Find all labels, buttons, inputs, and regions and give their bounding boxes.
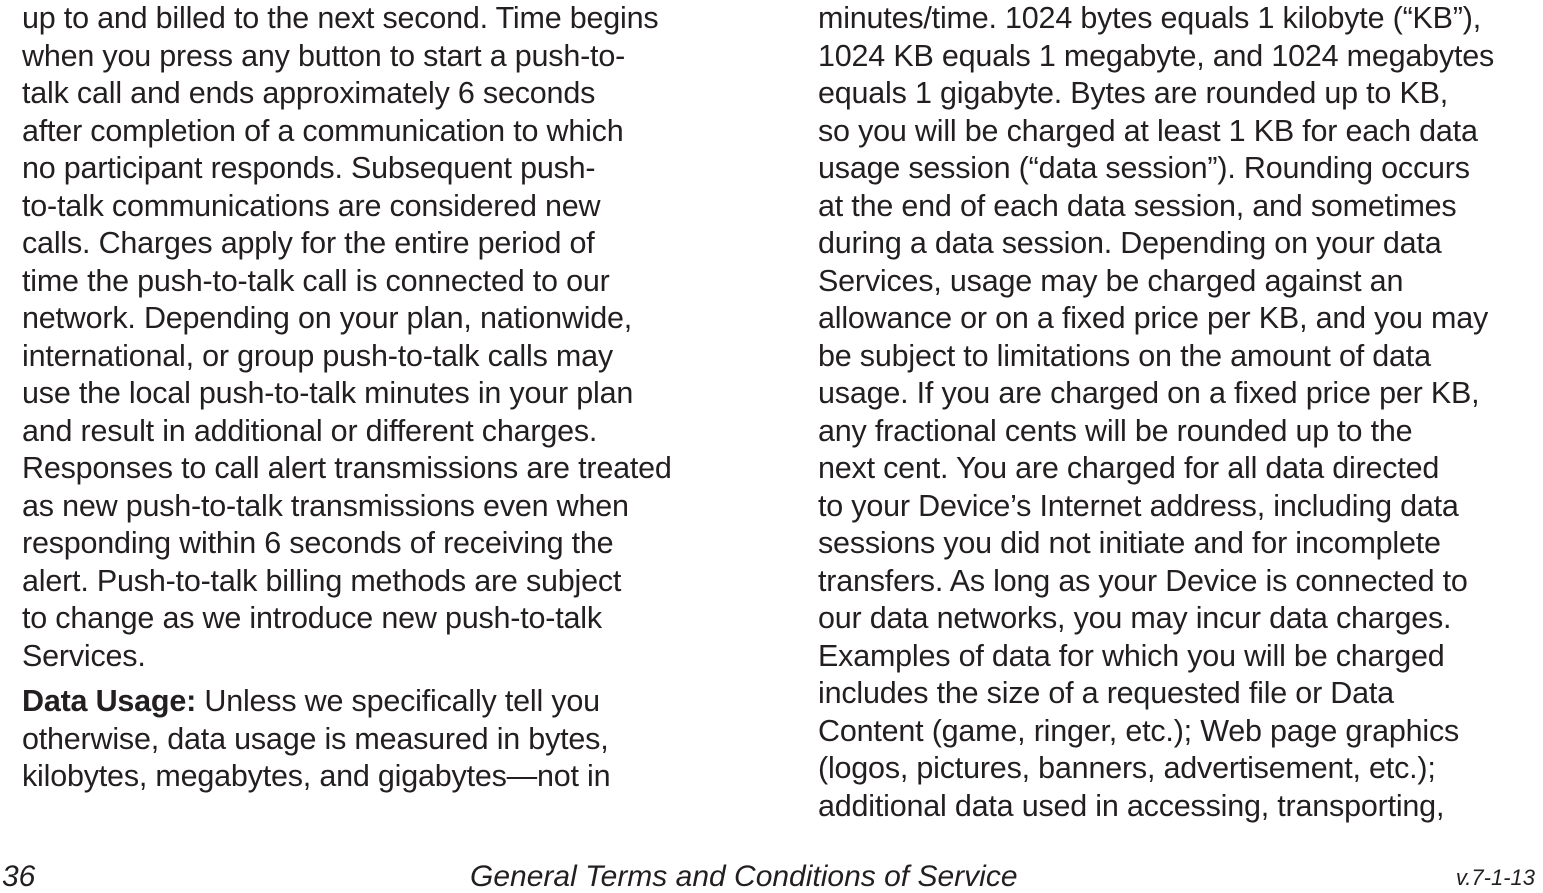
- push-to-talk-paragraph: [22, 0, 752, 675]
- paragraph-line: be subject to limitations on the amount of data: [818, 338, 1431, 373]
- paragraph-line: at the end of each data session, and sometimes: [818, 188, 1457, 223]
- paragraph-line: minutes/time. 1024 bytes equals 1 kilobyte (“KB”),: [818, 1, 1481, 35]
- paragraph-line: Responses to call alert transmissions are treated: [22, 451, 672, 485]
- paragraph-line: to change as we introduce new push-to-talk: [22, 601, 602, 635]
- paragraph-line: Examples of data for which you will be charged: [818, 638, 1445, 673]
- paragraph-line: network. Depending on your plan, nationwide,: [22, 301, 633, 335]
- document-title: General Terms and Conditions of Service: [470, 860, 1018, 893]
- paragraph-line: to your Device’s Internet address, including data: [818, 488, 1459, 523]
- paragraph-line: talk call and ends approximately 6 seconds: [22, 76, 596, 110]
- paragraph-line: calls. Charges apply for the entire period of: [22, 226, 595, 260]
- paragraph-line: (logos, pictures, banners, advertisement, etc.);: [818, 751, 1436, 785]
- paragraph-line: up to and billed to the next second. Time begins: [22, 1, 659, 35]
- paragraph-line: next cent. You are charged for all data directed: [818, 451, 1440, 485]
- paragraph-line: when you press any button to start a push-to-: [22, 38, 626, 73]
- paragraph-line: our data networks, you may incur data charges.: [818, 601, 1452, 635]
- paragraph-line: so you will be charged at least 1 KB for each data: [818, 113, 1478, 148]
- paragraph-line: kilobytes, megabytes, and gigabytes—not in: [22, 759, 611, 793]
- paragraph-line: usage. If you are charged on a fixed price per KB,: [818, 376, 1480, 410]
- paragraph-line: to-talk communications are considered new: [22, 188, 601, 223]
- page-number: 36: [2, 860, 36, 893]
- right-column: [818, 0, 1543, 825]
- data-usage-paragraph: [22, 683, 752, 796]
- paragraph-line: Content (game, ringer, etc.); Web page graphics: [818, 713, 1460, 748]
- paragraph-line: additional data used in accessing, transporting,: [818, 788, 1445, 823]
- paragraph-line: as new push-to-talk transmissions even when: [22, 488, 629, 523]
- left-column: [22, 0, 752, 796]
- paragraph-line: and result in additional or different charges.: [22, 413, 598, 448]
- version-label: v.7-1-13: [1455, 865, 1535, 890]
- data-usage-first-line: [22, 683, 752, 721]
- paragraph-line: Services.: [22, 638, 146, 673]
- paragraph-line: after completion of a communication to which: [22, 113, 624, 148]
- data-usage-first-line-text: Unless we specifically tell you: [196, 684, 600, 718]
- page-footer: [0, 860, 1543, 893]
- paragraph-line: responding within 6 seconds of receiving the: [22, 526, 614, 560]
- paragraph-line: alert. Push-to-talk billing methods are subject: [22, 563, 622, 598]
- paragraph-line: no participant responds. Subsequent push-: [22, 151, 596, 185]
- paragraph-spacer: [22, 675, 752, 683]
- paragraph-line: any fractional cents will be rounded up to the: [818, 413, 1413, 448]
- paragraph-line: allowance or on a fixed price per KB, and you may: [818, 301, 1489, 335]
- paragraph-line: during a data session. Depending on your data: [818, 226, 1442, 260]
- paragraph-line: includes the size of a requested file or Data: [818, 676, 1394, 710]
- paragraph-line: transfers. As long as your Device is connected to: [818, 563, 1468, 598]
- paragraph-line: time the push-to-talk call is connected to our: [22, 263, 610, 298]
- paragraph-line: otherwise, data usage is measured in bytes,: [22, 721, 609, 756]
- data-usage-label: Data Usage:: [22, 684, 197, 718]
- paragraph-line: Services, usage may be charged against an: [818, 263, 1404, 298]
- paragraph-line: usage session (“data session”). Rounding occurs: [818, 151, 1470, 185]
- paragraph-line: equals 1 gigabyte. Bytes are rounded up to KB,: [818, 76, 1449, 110]
- paragraph-line: sessions you did not initiate and for incomplete: [818, 526, 1441, 560]
- paragraph-line: use the local push-to-talk minutes in your plan: [22, 376, 634, 410]
- paragraph-line: international, or group push-to-talk calls may: [22, 338, 613, 373]
- paragraph-line: 1024 KB equals 1 megabyte, and 1024 megabytes: [818, 38, 1495, 73]
